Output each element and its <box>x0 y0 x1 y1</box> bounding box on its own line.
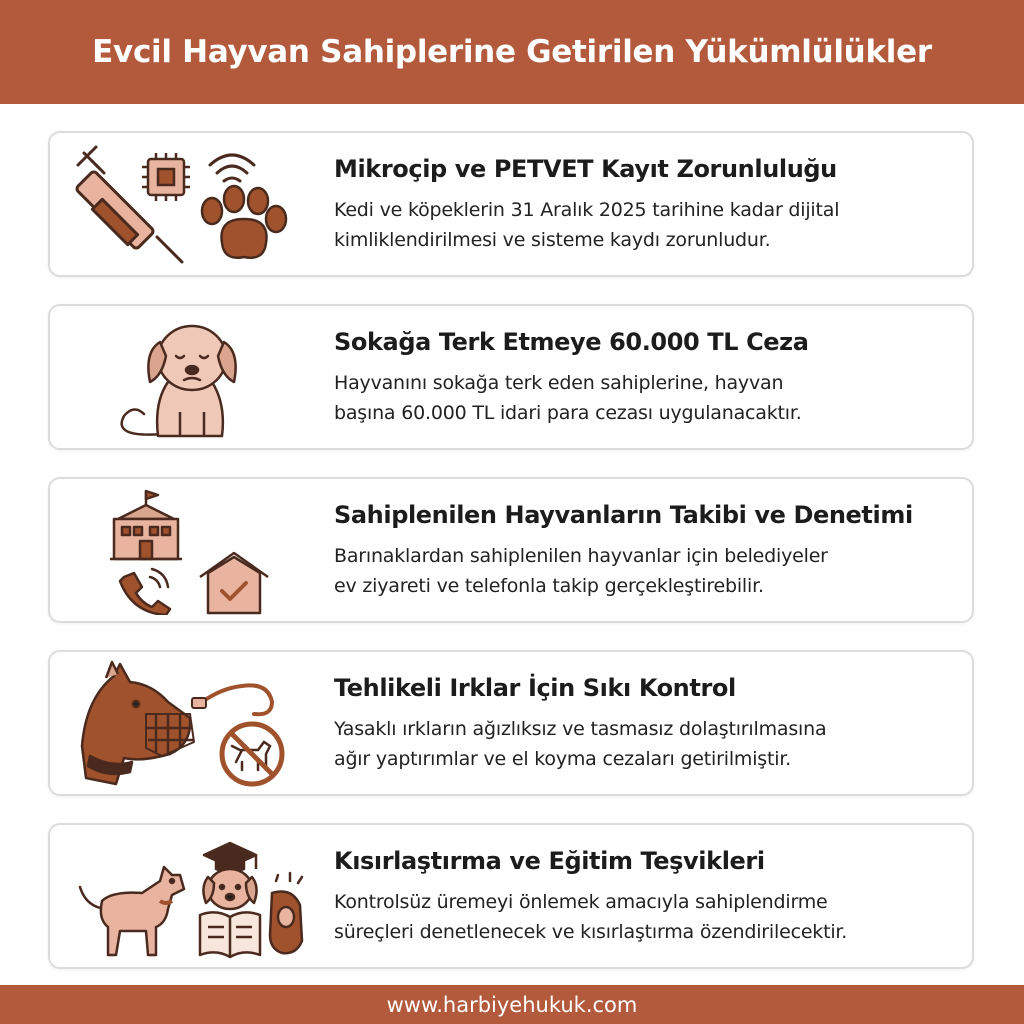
leash-icon <box>192 685 272 714</box>
house-check-icon <box>200 553 268 613</box>
item-description: Yasaklı ırkların ağızlıksız ve tasmasız dolaştırılmasına ağır yaptırımlar ve el koyma cezaları getirilmiştir. <box>334 718 827 770</box>
item-title: Mikroçip ve PETVET Kayıt Zorunluluğu <box>334 155 837 183</box>
list-item-dangerous-breeds <box>48 650 974 796</box>
list-item-adoption-follow-up <box>48 477 974 623</box>
microchip-illustration <box>72 139 312 269</box>
paw-icon <box>202 186 286 258</box>
no-dogs-icon <box>222 724 282 784</box>
training-clicker-icon <box>270 873 302 953</box>
microchip-icon <box>142 153 190 201</box>
item-title: Kısırlaştırma ve Eğitim Teşvikleri <box>334 847 765 875</box>
training-illustration <box>72 831 312 961</box>
standing-dog-icon <box>80 867 184 955</box>
page-title: Evcil Hayvan Sahiplerine Getirilen Yükümlülükler <box>92 34 932 70</box>
graduate-dog-book-icon <box>200 843 260 957</box>
list-item-abandonment-fine <box>48 304 974 450</box>
abandonment-illustration <box>72 312 312 442</box>
sad-puppy-icon <box>122 326 236 436</box>
item-description: Kontrolsüz üremeyi önlemek amacıyla sahiplendirme süreçleri denetlenecek ve kısırlaştırma özendirilecektir. <box>334 891 848 943</box>
follow-up-illustration <box>72 485 312 615</box>
list-item-neutering-training <box>48 823 974 969</box>
muzzled-dog-icon <box>82 662 194 784</box>
municipality-building-icon <box>110 491 182 559</box>
footer-website-link[interactable]: www.harbiyehukuk.com <box>386 992 638 1017</box>
item-description: Barınaklardan sahiplenilen hayvanlar için belediyeler ev ziyareti ve telefonla takip gerçekleştirebilir. <box>334 545 828 597</box>
dangerous-breed-illustration <box>72 658 312 788</box>
wifi-signal-icon <box>210 155 254 181</box>
footer-banner <box>0 985 1024 1024</box>
item-description: Hayvanını sokağa terk eden sahiplerine, hayvan başına 60.000 TL idari para cezası uygulanacaktır. <box>334 372 802 424</box>
item-title: Sahiplenilen Hayvanların Takibi ve Denetimi <box>334 501 913 529</box>
phone-call-icon <box>120 569 170 615</box>
item-description: Kedi ve köpeklerin 31 Aralık 2025 tarihine kadar dijital kimliklendirilmesi ve sisteme kaydı zorunludur. <box>334 199 840 251</box>
item-title: Tehlikeli Irklar İçin Sıkı Kontrol <box>334 674 736 702</box>
list-item-microchip <box>48 131 974 277</box>
item-title: Sokağa Terk Etmeye 60.000 TL Ceza <box>334 328 809 356</box>
